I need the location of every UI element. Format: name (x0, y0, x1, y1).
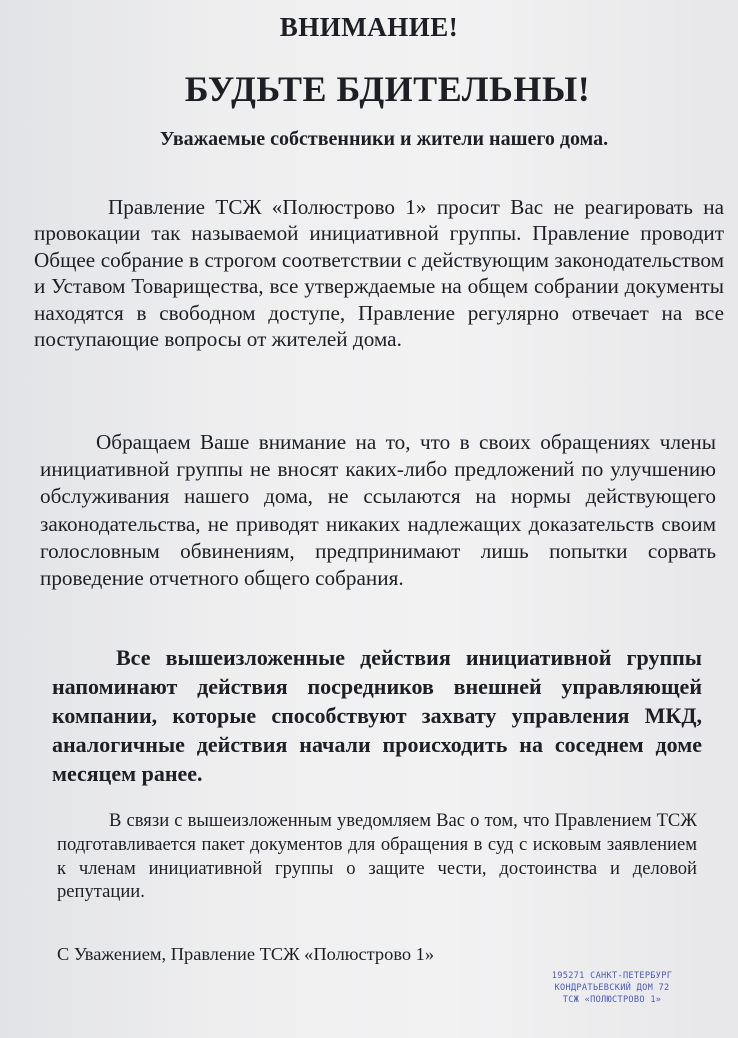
stamp-line-street: КОНДРАТЬЕВСКИЙ ДОМ 72 (554, 983, 670, 993)
stamp-line-org: ТСЖ «ПОЛЮСТРОВО 1» (562, 995, 662, 1005)
paragraph-attention: Обращаем Ваше внимание на то, что в своих обращениях члены инициативной группы не вносят каких-либо предложений по улучшению обслуживания нашего дома, не ссылаются на нормы действующего законодательства, не приводят никаких надлежащих доказательств своим голословным обвинениям, предпринимают лишь попытки сорвать проведение отчетного общего собрания. (40, 430, 716, 591)
address-stamp (537, 970, 687, 1006)
stamp-line-city: 195271 САНКТ-ПЕТЕРБУРГ (551, 971, 673, 981)
paragraph-board-request: Правление ТСЖ «Полюстрово 1» просит Вас не реагировать на провокации так называемой инициативной группы. Правление проводит Общее собрание в строгом соответствии с действующим законодательством и Уставом Товарищества, все утверждаемые на общем собрании документы находятся в свободном доступе, Правление регулярно отвечает на все поступающие вопросы от жителей дома. (34, 195, 724, 352)
signature: С Уважением, Правление ТСЖ «Полюстрово 1» (57, 944, 435, 964)
paragraph-warning-bold: Все вышеизложенные действия инициативной группы напоминают действия посредников внешней управляющей компании, которые способствуют захвату управления МКД, аналогичные действия начали происходить на соседнем доме месяцем ранее. (52, 645, 702, 786)
paragraph-court-notice: В связи с вышеизложенным уведомляем Вас о том, что Правлением ТСЖ подготавливается пакет документов для обращения в суд с исковым заявлением к членам инициативной группы о защите чести, достоинства и деловой репутации. (57, 810, 697, 903)
notice-greeting: Уважаемые собственники и жители нашего дома. (159, 128, 609, 150)
notice-title: ВНИМАНИЕ! (279, 12, 459, 42)
notice-headline: БУДЬТЕ БДИТЕЛЬНЫ! (184, 69, 591, 109)
